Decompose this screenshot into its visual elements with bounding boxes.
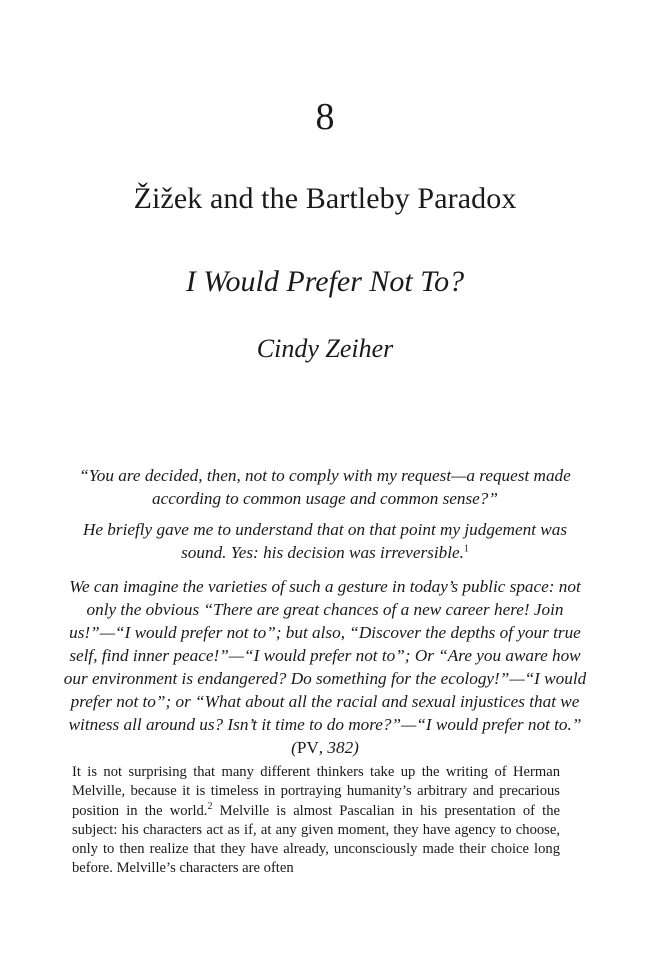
body-text-part-1: It is not surprising that many different thinkers take up the writing of Herman Melville, because it is timeless in portraying humanity’s arbitrary and precarious position in the world. xyxy=(72,764,560,819)
citation-open: ( xyxy=(291,738,297,757)
epigraph-text: “You are decided, then, not to comply with my request—a request made according to common usage and common sense?” xyxy=(79,466,571,508)
epigraph-quote-2 xyxy=(60,518,590,564)
footnote-marker[interactable]: 2 xyxy=(207,800,213,812)
epigraph-text: He briefly gave me to understand that on that point my judgement was sound. Yes: his decision was irreversible. xyxy=(82,520,568,562)
epigraph-quote-1 xyxy=(60,464,590,510)
chapter-number: 8 xyxy=(315,96,335,138)
citation-page: , 382) xyxy=(318,738,359,757)
citation-source: PV xyxy=(296,738,319,757)
footnote-marker[interactable]: 1 xyxy=(463,543,469,555)
body-paragraph xyxy=(72,763,560,879)
chapter-author: Cindy Zeiher xyxy=(256,334,394,363)
body-text-part-2: Melville is almost Pascalian in his presentation of the subject: his characters act as if, at any given moment, they have agency to choose, only to then realize that they have already, unconsciously made their choice long before. Melville’s characters are often xyxy=(72,802,561,877)
epigraph-quote-3 xyxy=(60,575,590,759)
chapter-title: Žižek and the Bartleby Paradox xyxy=(133,182,517,215)
chapter-subtitle: I Would Prefer Not To? xyxy=(185,265,465,298)
epigraph-text: We can imagine the varieties of such a gesture in today’s public space: not only the obvious “There are great chances of a new career here! Join us!”—“I would prefer not to”; but also, “Discover the depths of your true self, find inner peace!”—“I would prefer not to”; Or “Are you aware how our environment is endangered? Do something for the ecology!”—“I would prefer not to”; or “What about all the racial and sexual injustices that we witness all around us? Isn’t it time to do more?”—“I would prefer not to.” xyxy=(63,577,587,734)
